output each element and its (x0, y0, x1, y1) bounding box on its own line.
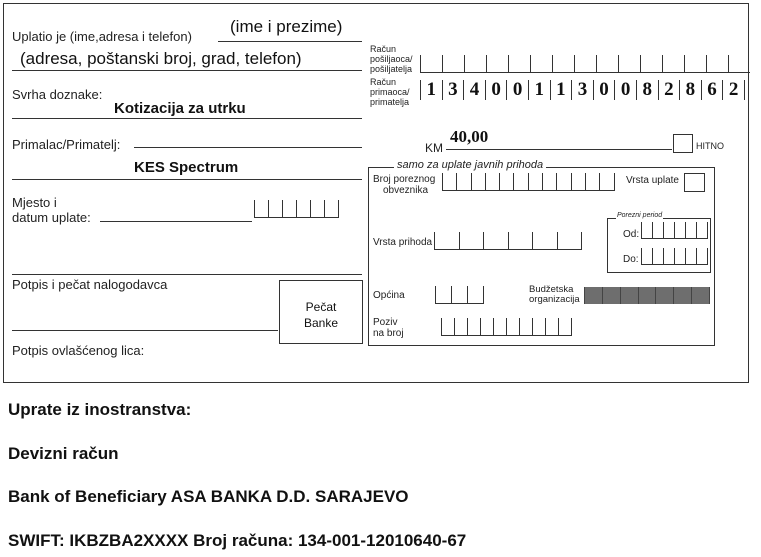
place-date-label-1: Mjesto i (12, 195, 57, 210)
recipient-line-2 (12, 179, 362, 180)
recipient-line (134, 147, 362, 148)
sender-account-label: Račun pošiljaoca/ pošiljatelja (370, 44, 413, 74)
reference-label: Poziv na broj (373, 317, 404, 339)
payer-address-value[interactable]: (adresa, poštanski broj, grad, telefon) (20, 49, 302, 68)
bank-of-beneficiary: Bank of Beneficiary ASA BANKA D.D. SARAJEVO (8, 487, 409, 506)
public-section-title: samo za uplate javnih prihoda (394, 159, 546, 171)
bank-stamp-label-1: Pečat (305, 300, 337, 314)
account-digit: 1 (528, 80, 550, 100)
payer-name-line (218, 41, 362, 42)
swift-account-line: SWIFT: IKBZBA2XXXX Broj računa: 134-001-12010640-67 (8, 531, 467, 550)
account-digit: 2 (722, 80, 745, 100)
bank-stamp-label-2: Banke (303, 316, 339, 330)
signature-divider (12, 274, 362, 275)
account-digit: 1 (420, 80, 442, 100)
budget-org-cell (673, 287, 691, 304)
urgent-checkbox[interactable] (673, 134, 693, 153)
place-date-label-2: datum uplate: (12, 210, 91, 225)
account-digit: 2 (658, 80, 680, 100)
budget-org-cell (655, 287, 673, 304)
revenue-type-label: Vrsta prihoda (373, 237, 433, 248)
payer-label: Uplatio je (ime,adresa i telefon) (12, 29, 192, 44)
account-digit: 1 (550, 80, 572, 100)
budget-org-boxes (584, 287, 710, 304)
purpose-label: Svrha doznake: (12, 87, 103, 102)
account-digit: 4 (463, 80, 485, 100)
purpose-value[interactable]: Kotizacija za utrku (114, 100, 246, 117)
from-label: Od: (623, 229, 640, 240)
budget-org-cell (602, 287, 620, 304)
payer-address-line (12, 70, 362, 71)
municipality-label: Općina (373, 290, 405, 301)
account-digit: 0 (506, 80, 528, 100)
account-digit: 0 (485, 80, 507, 100)
amount-line (446, 149, 672, 150)
place-date-line (100, 221, 252, 222)
recipient-account-digits[interactable] (420, 80, 745, 100)
tax-payer-boxes[interactable] (442, 173, 615, 191)
foreign-payments-label: Uprate iz inostranstva: (8, 400, 192, 419)
to-label: Do: (623, 254, 639, 265)
payment-type-box[interactable] (684, 173, 705, 192)
account-digit: 0 (614, 80, 636, 100)
account-digit: 8 (636, 80, 658, 100)
budget-org-label: Budžetska organizacija (529, 284, 580, 305)
recipient-value[interactable]: KES Spectrum (134, 159, 239, 176)
payment-type-label: Vrsta uplate (626, 175, 679, 186)
budget-org-cell (620, 287, 638, 304)
amount-value[interactable]: 40,00 (450, 127, 489, 146)
budget-org-cell (584, 287, 602, 304)
signature-payer-label: Potpis i pečat nalogodavca (12, 277, 168, 292)
payment-slip-form (3, 3, 749, 383)
date-boxes[interactable] (254, 200, 339, 218)
bank-stamp-box (279, 280, 363, 344)
account-digit: 8 (679, 80, 701, 100)
signature-authorized-label: Potpis ovlašćenog lica: (12, 343, 145, 358)
budget-org-cell (638, 287, 656, 304)
reference-boxes[interactable] (441, 318, 572, 336)
foreign-account-label: Devizni račun (8, 444, 119, 463)
tax-payer-label: Broj poreznog obveznika (373, 174, 436, 196)
recipient-account-label: Račun primaoca/ primatelja (370, 77, 410, 107)
revenue-type-boxes[interactable] (434, 232, 582, 250)
account-digit: 0 (593, 80, 615, 100)
municipality-boxes[interactable] (435, 286, 484, 304)
account-digit: 3 (571, 80, 593, 100)
sender-account-boxes[interactable] (420, 55, 750, 73)
urgent-label: HITNO (696, 141, 724, 151)
tax-period-label: Porezni period (617, 212, 663, 219)
account-digit: 3 (442, 80, 464, 100)
purpose-line (12, 118, 362, 119)
recipient-label: Primalac/Primatelj: (12, 137, 121, 152)
currency-label: KM (425, 141, 443, 155)
from-date-boxes[interactable] (641, 222, 708, 239)
signature-payer-line (12, 330, 278, 331)
payer-name-value[interactable]: (ime i prezime) (230, 17, 343, 36)
account-digit: 6 (701, 80, 723, 100)
to-date-boxes[interactable] (641, 248, 708, 265)
budget-org-cell (691, 287, 710, 304)
